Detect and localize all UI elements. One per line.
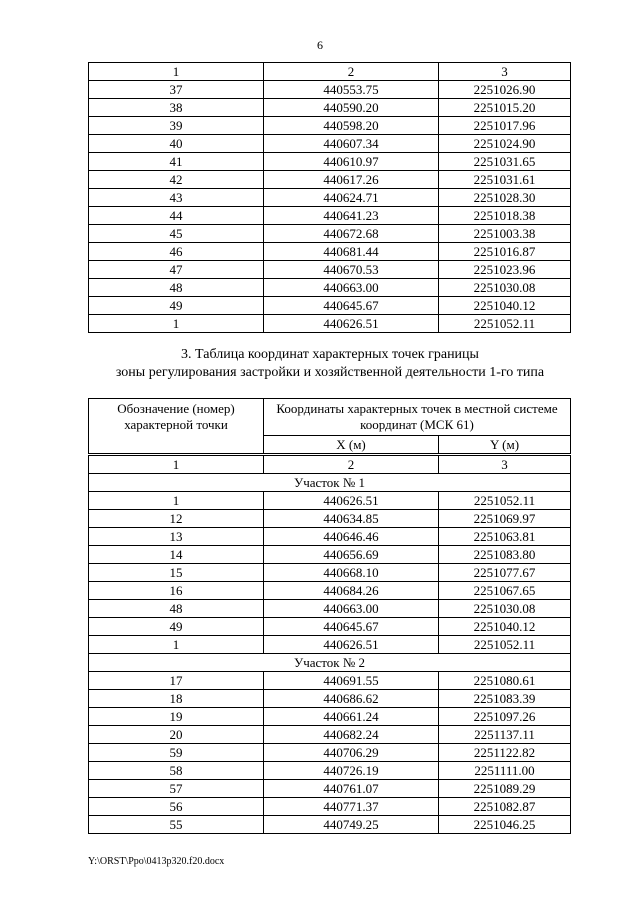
point-number-cell: 43	[89, 189, 264, 207]
y-coordinate-cell: 2251089.29	[439, 780, 571, 798]
x-coordinate-cell: 440661.24	[264, 708, 439, 726]
y-coordinate-cell: 2251046.25	[439, 816, 571, 834]
point-number-cell: 46	[89, 243, 264, 261]
table-row	[89, 153, 571, 171]
table-row	[89, 243, 571, 261]
x-coordinate-cell: 440656.69	[264, 546, 439, 564]
y-coordinate-cell: 2251052.11	[439, 315, 571, 333]
y-coordinate-cell: 2251023.96	[439, 261, 571, 279]
x-coordinate-cell: 440670.53	[264, 261, 439, 279]
point-number-cell: 41	[89, 153, 264, 171]
point-number-cell: 44	[89, 207, 264, 225]
table-row	[89, 99, 571, 117]
x-coordinate-cell: 440761.07	[264, 780, 439, 798]
y-coordinate-cell: 2251111.00	[439, 762, 571, 780]
point-number-cell: 47	[89, 261, 264, 279]
point-number-cell: 48	[89, 279, 264, 297]
coordinates-table-continued	[88, 62, 571, 333]
table-row	[89, 315, 571, 333]
x-coordinate-cell: 440598.20	[264, 117, 439, 135]
y-coordinate-cell: 2251040.12	[439, 297, 571, 315]
page-number: 6	[317, 38, 323, 52]
y-coordinate-cell: 2251015.20	[439, 99, 571, 117]
point-number-cell: 58	[89, 762, 264, 780]
column-numbering-row	[89, 455, 571, 474]
x-coordinate-cell: 440610.97	[264, 153, 439, 171]
x-coordinate-cell: 440626.51	[264, 492, 439, 510]
x-coordinate-cell: 440646.46	[264, 528, 439, 546]
point-number-cell: 57	[89, 780, 264, 798]
table-row	[89, 81, 571, 99]
y-coordinate-cell: 2251067.65	[439, 582, 571, 600]
table-row	[89, 207, 571, 225]
x-coordinate-cell: 440607.34	[264, 135, 439, 153]
header-cell: 1	[89, 63, 264, 81]
point-number-cell: 13	[89, 528, 264, 546]
y-coordinate-cell: 2251028.30	[439, 189, 571, 207]
zone-coordinates-table	[88, 398, 571, 834]
y-coordinate-cell: 2251030.08	[439, 600, 571, 618]
point-number-cell: 37	[89, 81, 264, 99]
point-designation-header: Обозначение (номер) характерной точки	[89, 399, 264, 455]
point-number-cell: 1	[89, 315, 264, 333]
x-coordinate-cell: 440553.75	[264, 81, 439, 99]
point-number-cell: 15	[89, 564, 264, 582]
table-row	[89, 780, 571, 798]
header-cell: 3	[439, 63, 571, 81]
y-coordinate-cell: 2251052.11	[439, 492, 571, 510]
y-coordinate-cell: 2251080.61	[439, 672, 571, 690]
table-row	[89, 798, 571, 816]
table-row	[89, 189, 571, 207]
table-row	[89, 618, 571, 636]
coordinates-header: Координаты характерных точек в местной системе координат (МСК 61)	[264, 399, 571, 436]
point-number-cell: 1	[89, 636, 264, 654]
point-number-cell: 49	[89, 618, 264, 636]
x-coordinate-cell: 440645.67	[264, 297, 439, 315]
point-number-cell: 45	[89, 225, 264, 243]
table-row	[89, 762, 571, 780]
x-coordinate-cell: 440682.24	[264, 726, 439, 744]
y-coordinate-cell: 2251040.12	[439, 618, 571, 636]
x-coordinate-cell: 440663.00	[264, 600, 439, 618]
y-coordinate-cell: 2251052.11	[439, 636, 571, 654]
table-row	[89, 546, 571, 564]
x-coordinate-cell: 440672.68	[264, 225, 439, 243]
table-row	[89, 171, 571, 189]
point-number-cell: 18	[89, 690, 264, 708]
point-number-cell: 49	[89, 297, 264, 315]
table-row	[89, 672, 571, 690]
point-number-cell: 55	[89, 816, 264, 834]
y-coordinate-cell: 2251077.67	[439, 564, 571, 582]
y-coordinate-cell: 2251016.87	[439, 243, 571, 261]
x-coordinate-cell: 440617.26	[264, 171, 439, 189]
table-row	[89, 636, 571, 654]
point-number-cell: 17	[89, 672, 264, 690]
section-title-cell: Участок № 2	[89, 654, 571, 672]
point-number-cell: 1	[89, 492, 264, 510]
y-coordinate-cell: 2251063.81	[439, 528, 571, 546]
table-row	[89, 690, 571, 708]
table-row	[89, 297, 571, 315]
x-header: X (м)	[264, 436, 439, 455]
y-coordinate-cell: 2251031.61	[439, 171, 571, 189]
y-coordinate-cell: 2251097.26	[439, 708, 571, 726]
table-row	[89, 582, 571, 600]
y-coordinate-cell: 2251018.38	[439, 207, 571, 225]
table-row	[89, 528, 571, 546]
table-header-row	[89, 399, 571, 436]
point-number-cell: 40	[89, 135, 264, 153]
table-row	[89, 564, 571, 582]
point-number-cell: 14	[89, 546, 264, 564]
y-coordinate-cell: 2251083.39	[439, 690, 571, 708]
table-row	[89, 510, 571, 528]
x-coordinate-cell: 440641.23	[264, 207, 439, 225]
point-number-cell: 20	[89, 726, 264, 744]
table-row	[89, 816, 571, 834]
table-header-row	[89, 63, 571, 81]
point-number-cell: 56	[89, 798, 264, 816]
y-coordinate-cell: 2251024.90	[439, 135, 571, 153]
file-path-footer: Y:\ORST\Ppo\0413p320.f20.docx	[88, 856, 225, 867]
table-row	[89, 279, 571, 297]
table-row	[89, 744, 571, 762]
y-coordinate-cell: 2251026.90	[439, 81, 571, 99]
header-cell: 2	[264, 63, 439, 81]
table-row	[89, 135, 571, 153]
x-coordinate-cell: 440590.20	[264, 99, 439, 117]
y-coordinate-cell: 2251083.80	[439, 546, 571, 564]
section-title-cell: Участок № 1	[89, 474, 571, 492]
y-coordinate-cell: 2251031.65	[439, 153, 571, 171]
section-header-row	[89, 474, 571, 492]
table-row	[89, 708, 571, 726]
x-coordinate-cell: 440771.37	[264, 798, 439, 816]
y-coordinate-cell: 2251069.97	[439, 510, 571, 528]
x-coordinate-cell: 440668.10	[264, 564, 439, 582]
table-row	[89, 600, 571, 618]
table-row	[89, 726, 571, 744]
section-title	[80, 346, 580, 382]
y-coordinate-cell: 2251082.87	[439, 798, 571, 816]
numbering-cell: 2	[264, 455, 439, 474]
y-coordinate-cell: 2251030.08	[439, 279, 571, 297]
x-coordinate-cell: 440749.25	[264, 816, 439, 834]
y-header: Y (м)	[439, 436, 571, 455]
point-number-cell: 48	[89, 600, 264, 618]
x-coordinate-cell: 440681.44	[264, 243, 439, 261]
x-coordinate-cell: 440626.51	[264, 315, 439, 333]
x-coordinate-cell: 440624.71	[264, 189, 439, 207]
x-coordinate-cell: 440706.29	[264, 744, 439, 762]
y-coordinate-cell: 2251137.11	[439, 726, 571, 744]
numbering-cell: 3	[439, 455, 571, 474]
x-coordinate-cell: 440684.26	[264, 582, 439, 600]
point-number-cell: 16	[89, 582, 264, 600]
x-coordinate-cell: 440686.62	[264, 690, 439, 708]
point-number-cell: 39	[89, 117, 264, 135]
numbering-cell: 1	[89, 455, 264, 474]
y-coordinate-cell: 2251017.96	[439, 117, 571, 135]
x-coordinate-cell: 440691.55	[264, 672, 439, 690]
section-title-line-2: зоны регулирования застройки и хозяйственной деятельности 1-го типа	[115, 365, 545, 380]
x-coordinate-cell: 440634.85	[264, 510, 439, 528]
table-row	[89, 117, 571, 135]
point-number-cell: 59	[89, 744, 264, 762]
point-number-cell: 42	[89, 171, 264, 189]
x-coordinate-cell: 440626.51	[264, 636, 439, 654]
point-number-cell: 38	[89, 99, 264, 117]
table-row	[89, 261, 571, 279]
x-coordinate-cell: 440645.67	[264, 618, 439, 636]
x-coordinate-cell: 440726.19	[264, 762, 439, 780]
y-coordinate-cell: 2251003.38	[439, 225, 571, 243]
section-header-row	[89, 654, 571, 672]
table-row	[89, 492, 571, 510]
x-coordinate-cell: 440663.00	[264, 279, 439, 297]
table-row	[89, 225, 571, 243]
y-coordinate-cell: 2251122.82	[439, 744, 571, 762]
point-number-cell: 19	[89, 708, 264, 726]
point-number-cell: 12	[89, 510, 264, 528]
section-title-line-1: 3. Таблица координат характерных точек границы	[181, 347, 479, 362]
